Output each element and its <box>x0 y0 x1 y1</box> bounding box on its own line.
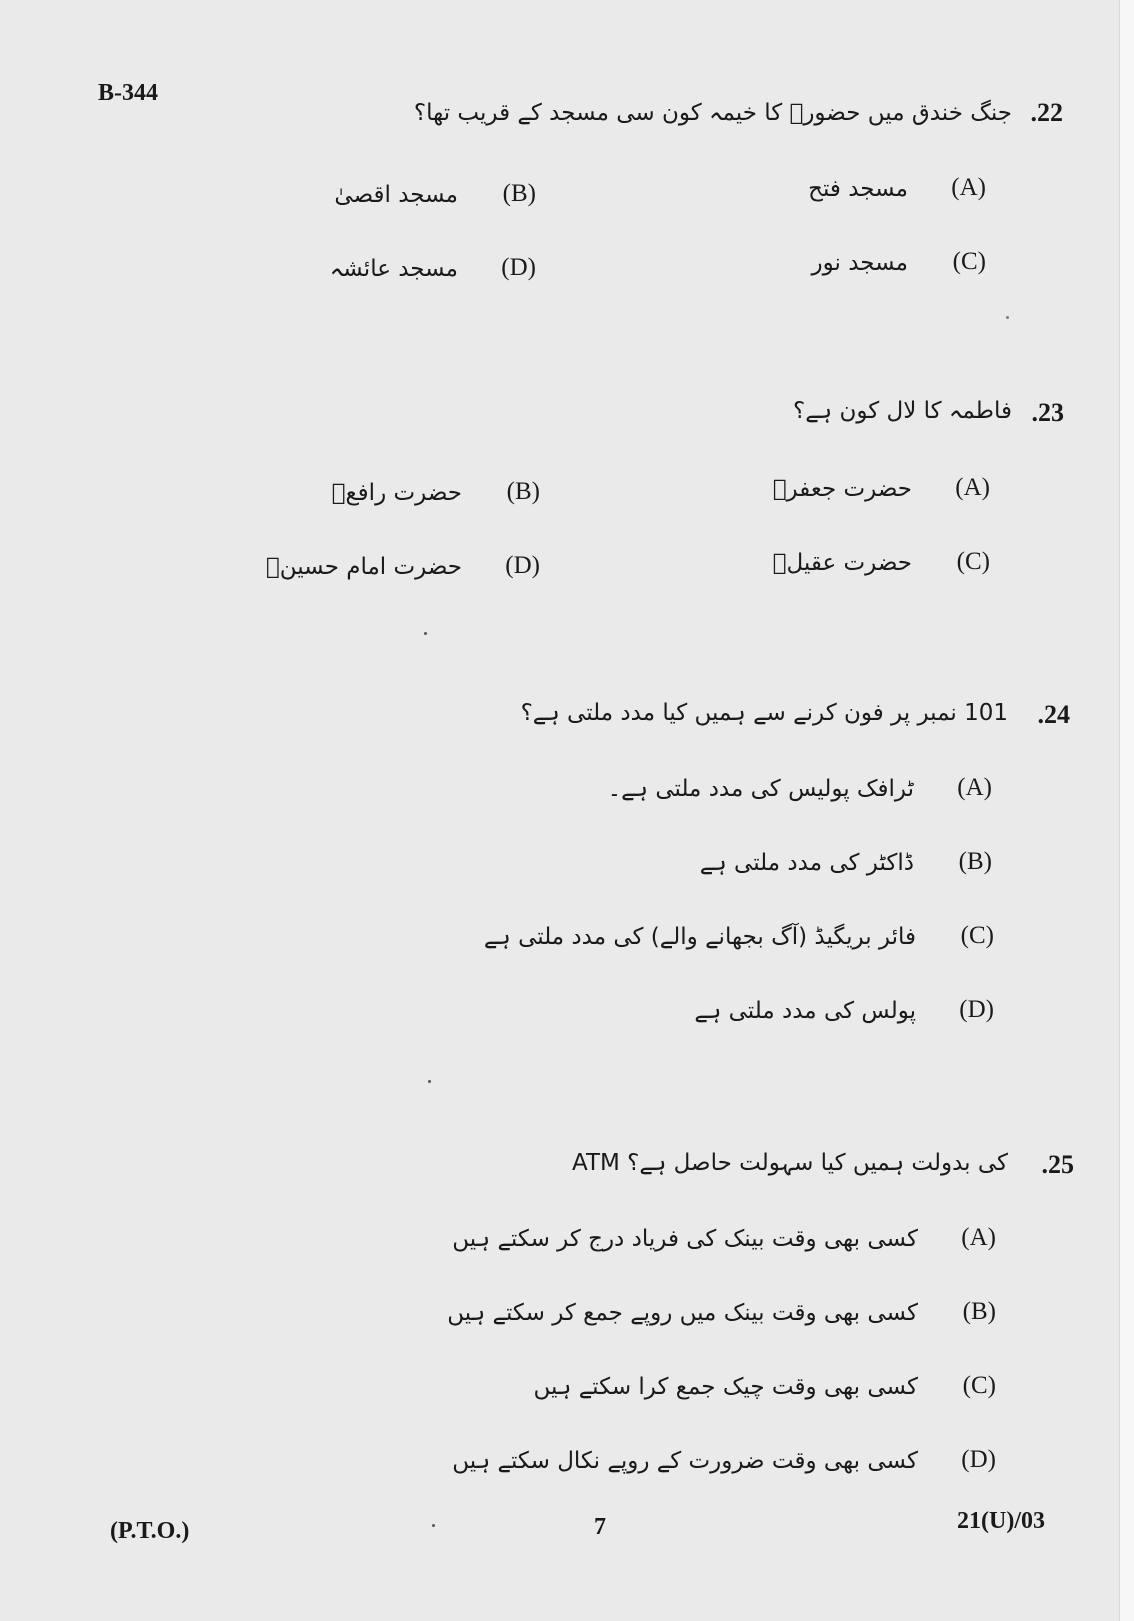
scan-speck <box>424 632 427 635</box>
page-number: 7 <box>594 1514 606 1540</box>
q25-option-d <box>376 1446 996 1482</box>
option-text: کسی بھی وقت چیک جمع کرا سکتے ہیں <box>533 1374 918 1400</box>
option-letter: (C) <box>960 922 994 949</box>
q23-option-b <box>220 478 540 514</box>
option-text: حضرت رافعؓ <box>331 480 462 506</box>
option-letter: (D) <box>505 552 540 579</box>
option-letter: (C) <box>952 248 986 275</box>
q24-option-c <box>394 922 994 958</box>
q23-option-a <box>670 474 990 510</box>
question-22-text: جنگ خندق میں حضورؐ کا خیمہ کون سی مسجد کے قریب تھا؟ <box>413 100 1012 126</box>
option-letter: (A) <box>955 474 990 501</box>
option-letter: (B) <box>958 848 992 875</box>
q25-option-c <box>376 1372 996 1408</box>
question-24-number: .24 <box>1037 700 1070 729</box>
paper-series-code: B-344 <box>98 80 158 106</box>
question-24-text: 101 نمبر پر فون کرنے سے ہمیں کیا مدد ملتی ہے؟ <box>520 700 1008 726</box>
option-text: کسی بھی وقت بینک میں روپے جمع کر سکتے ہیں <box>447 1300 918 1326</box>
option-text: ڈاکٹر کی مدد ملتی ہے <box>699 850 914 876</box>
option-letter: (C) <box>956 548 990 575</box>
question-25-number: .25 <box>1041 1150 1074 1179</box>
option-letter: (D) <box>501 254 536 281</box>
option-letter: (A) <box>957 774 992 801</box>
q25-option-a <box>376 1224 996 1260</box>
option-text: حضرت عقیلؓ <box>772 550 912 576</box>
option-text: مسجد فتح <box>808 176 908 202</box>
q24-option-d <box>394 996 994 1032</box>
option-text: ٹرافک پولیس کی مدد ملتی ہے۔ <box>607 776 914 802</box>
please-turn-over-label: (P.T.O.) <box>110 1518 190 1544</box>
q24-option-a <box>392 774 992 810</box>
q22-option-c <box>686 248 986 284</box>
option-text: مسجد نور <box>811 250 908 276</box>
option-text: کسی بھی وقت ضرورت کے روپے نکال سکتے ہیں <box>452 1448 918 1474</box>
option-letter: (A) <box>961 1224 996 1251</box>
option-letter: (B) <box>502 180 536 207</box>
q23-option-c <box>670 548 990 584</box>
scan-speck <box>432 1524 435 1527</box>
option-letter: (C) <box>962 1372 996 1399</box>
question-22-number: .22 <box>1030 98 1063 127</box>
question-23-number: .23 <box>1031 398 1064 427</box>
option-text: پولس کی مدد ملتی ہے <box>694 998 916 1024</box>
question-25-text: ATM کی بدولت ہمیں کیا سہولت حاصل ہے؟ <box>572 1150 1008 1176</box>
option-text: فائر بریگیڈ (آگ بجھانے والے) کی مدد ملتی ہے <box>483 924 916 950</box>
option-text: حضرت جعفرؓ <box>772 476 912 502</box>
option-text: مسجد عائشہ <box>329 256 458 282</box>
scan-speck <box>1006 316 1009 319</box>
q22-option-d <box>236 254 536 290</box>
option-letter: (A) <box>951 174 986 201</box>
q23-option-d <box>220 552 540 588</box>
q25-option-b <box>376 1298 996 1334</box>
paper-code: 21(U)/03 <box>957 1508 1045 1534</box>
option-letter: (D) <box>959 996 994 1023</box>
option-letter: (D) <box>961 1446 996 1473</box>
q22-option-b <box>236 180 536 216</box>
q24-option-b <box>392 848 992 884</box>
q22-option-a <box>686 174 986 210</box>
option-text: حضرت امام حسینؓ <box>265 554 462 580</box>
option-letter: (B) <box>962 1298 996 1325</box>
question-23-text: فاطمہ کا لال کون ہے؟ <box>793 398 1012 424</box>
page-edge <box>1119 0 1134 1621</box>
option-letter: (B) <box>506 478 540 505</box>
option-text: کسی بھی وقت بینک کی فریاد درج کر سکتے ہیں <box>452 1226 918 1252</box>
scan-speck <box>428 1080 431 1083</box>
option-text: مسجد اقصیٰ <box>334 182 458 208</box>
